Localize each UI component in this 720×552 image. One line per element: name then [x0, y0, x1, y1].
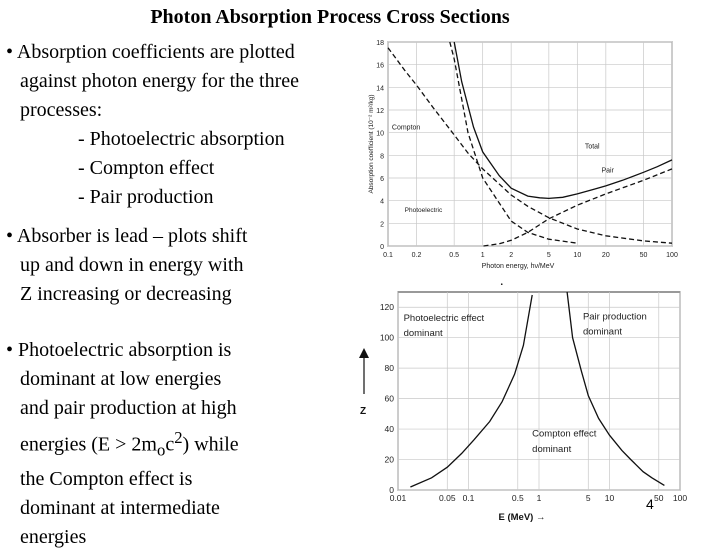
y-tick-label: 12 [376, 108, 384, 115]
annotation-pair: Pair production [582, 311, 647, 323]
x-tick-label: 100 [672, 493, 688, 503]
x-tick-label: 0.2 [411, 252, 422, 259]
bullet-line: • Photoelectric absorption is [6, 339, 232, 361]
x-tick-label: 0.1 [383, 252, 393, 259]
slide-title: Photon Absorption Process Cross Sections [150, 6, 510, 28]
bullet-line: the Compton effect is [20, 467, 193, 490]
x-tick-label: 50 [639, 252, 648, 259]
bullet-line: up and down in energy with [20, 254, 244, 276]
series-photoelectric [450, 42, 578, 243]
x-tick-label: 10 [573, 252, 582, 259]
subitem-compton: - Compton effect [78, 157, 215, 179]
dominance-region-chart [354, 284, 694, 528]
y-tick-label: 80 [384, 363, 394, 374]
z-arrow-head [359, 348, 369, 358]
annotation-photoelectric: Photoelectric effect [403, 312, 485, 324]
x-tick-label: 0.5 [449, 252, 460, 259]
annotation-compton: Compton [391, 124, 421, 132]
slide-number: 4 [646, 496, 654, 512]
bullet-line: against photon energy for the three [20, 70, 299, 92]
absorption-coefficient-chart [362, 36, 692, 272]
bullet-processes [6, 38, 366, 212]
y-tick-label: 120 [379, 302, 394, 313]
x-tick-label: 20 [601, 252, 610, 259]
y-axis-label: Z [360, 406, 367, 417]
annotation-photoelectric: Photoelectric [404, 207, 443, 214]
bullet-line: dominant at intermediate [20, 496, 220, 519]
y-tick-label: 0 [389, 485, 394, 495]
formula-text: energies (E > 2m [20, 433, 157, 456]
y-tick-label: 6 [380, 176, 384, 183]
bullet-absorber [6, 222, 326, 309]
bullet-line: and pair production at high [20, 397, 237, 419]
formula-subscript: o [156, 440, 166, 460]
x-tick-label: 1 [536, 493, 542, 503]
formula-text: ) while [182, 433, 239, 456]
y-tick-label: 0 [380, 244, 384, 251]
bullet-line: energies [20, 525, 87, 548]
annotation-photoelectric-dominant: dominant [403, 328, 443, 340]
y-tick-label: 20 [384, 454, 394, 465]
x-tick-label: 1 [480, 252, 485, 259]
y-axis-label: Absorption coefficient (10⁻² m²/kg) [368, 94, 375, 194]
x-tick-label: 100 [666, 252, 678, 259]
y-tick-label: 4 [380, 198, 384, 206]
bullet-line: • Absorption coefficients are plotted [6, 41, 295, 63]
formula-superscript: 2 [174, 428, 183, 447]
y-tick-label: 8 [380, 153, 384, 161]
series-total [454, 42, 672, 198]
bullet-line: dominant at low energies [20, 368, 222, 390]
bullet-dominance [6, 336, 336, 552]
x-axis-label: E (MeV) → [498, 512, 546, 523]
y-tick-label: 16 [376, 62, 384, 70]
x-tick-label: 2 [509, 252, 514, 259]
subitem-photoelectric: - Photoelectric absorption [78, 128, 285, 150]
bullet-line: processes: [20, 99, 103, 121]
annotation-pair-dominant: dominant [582, 326, 623, 338]
y-tick-label: 18 [376, 40, 384, 47]
x-axis-label: Photon energy, hν/MeV [481, 263, 555, 270]
annotation-compton-dominant: dominant [532, 443, 572, 455]
formula-text: c [165, 433, 175, 456]
separator-dot: . [500, 274, 504, 289]
annotation-total: Total [584, 143, 600, 151]
y-tick-label: 100 [379, 332, 394, 343]
x-tick-label: 10 [604, 493, 615, 503]
y-tick-label: 14 [376, 85, 384, 93]
x-tick-label: 0.1 [462, 493, 475, 503]
y-tick-label: 40 [384, 424, 394, 435]
x-tick-label: 0.5 [511, 493, 524, 503]
y-tick-label: 2 [380, 221, 384, 229]
plot-frame [388, 42, 672, 246]
annotation-pair: Pair [601, 167, 614, 175]
x-tick-label: 5 [546, 252, 551, 259]
bullet-line: • Absorber is lead – plots shift [6, 225, 248, 247]
x-tick-label: 0.01 [389, 493, 407, 503]
x-tick-label: 0.05 [439, 493, 456, 503]
annotation-compton: Compton effect [532, 428, 597, 440]
bullet-line: Z increasing or decreasing [20, 283, 232, 305]
subitem-pair: - Pair production [78, 186, 214, 208]
y-tick-label: 10 [376, 130, 384, 138]
y-tick-label: 60 [384, 393, 394, 404]
bullet-line-formula [6, 423, 336, 465]
x-tick-label: 50 [654, 493, 664, 503]
x-tick-label: 5 [585, 493, 591, 503]
